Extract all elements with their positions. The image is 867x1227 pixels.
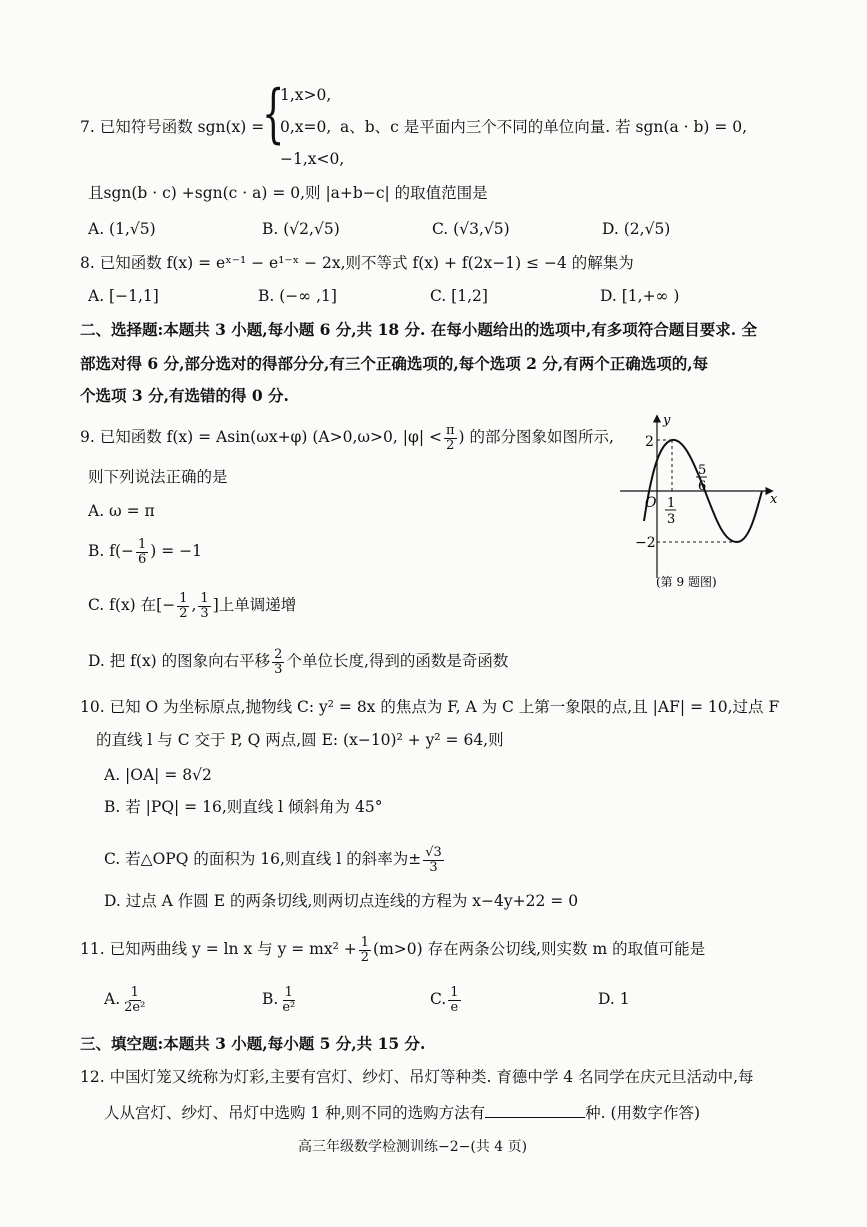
q9-stem: 9. 已知函数 f(x) = Asin(ωx+φ) (A>0,ω>0, |φ| < $\frac{\pi}{2}$ ) 的部分图象如图所示, xyxy=(80,423,614,453)
q11-option-d: D. 1 xyxy=(598,990,630,1008)
q7-option-a: A. (1,√5) xyxy=(88,220,156,238)
q11-option-c: C. $\frac{1}{e}$ xyxy=(430,985,459,1015)
q7-stem-mid: a、b、c 是平面内三个不同的单位向量. 若 sgn(a · b) = 0, xyxy=(340,118,748,136)
q9-option-d: D. 把 f(x) 的图象向右平移 $\frac{2}{3}$ 个单位长度,得到的函数是奇函数 xyxy=(88,647,509,677)
x1-denominator: 3 xyxy=(667,512,676,527)
q9-option-a: A. ω = π xyxy=(88,502,155,520)
q12-stem-line1: 12. 中国灯笼又统称为灯彩,主要有宫灯、纱灯、吊灯等种类. 育德中学 4 名同学在庆元旦活动中,每 xyxy=(80,1068,754,1086)
q7-option-b: B. (√2,√5) xyxy=(262,220,340,238)
graph-caption: (第 9 题图) xyxy=(656,575,717,589)
q10-stem-line1: 10. 已知 O 为坐标原点,抛物线 C: y² = 8x 的焦点为 F, A 为 C 上第一象限的点,且 |AF| = 10,过点 F xyxy=(80,698,780,716)
y-axis-label: y xyxy=(663,413,671,428)
section3-header: 三、填空题:本题共 3 小题,每小题 5 分,共 15 分. xyxy=(80,1034,426,1053)
q12-stem-line2: 人从宫灯、纱灯、吊灯中选购 1 种,则不同的选购方法有 种. (用数字作答) xyxy=(104,1104,701,1122)
q8-stem: 8. 已知函数 f(x) = eˣ⁻¹ − e¹⁻ˣ − 2x,则不等式 f(x) + f(2x−1) ≤ −4 的解集为 xyxy=(80,254,634,272)
q8-option-b: B. (−∞ ,1] xyxy=(258,287,337,305)
q12-answer-blank[interactable] xyxy=(485,1103,585,1118)
x-axis-label: x xyxy=(770,492,778,507)
q7-option-d: D. (2,√5) xyxy=(602,220,671,238)
q8-option-c: C. [1,2] xyxy=(430,287,488,305)
q7-lead: 7. 已知符号函数 sgn(x) = xyxy=(80,118,265,136)
q8-option-a: A. [−1,1] xyxy=(88,287,159,305)
q9-option-c: C. f(x) 在[− $\frac{1}{2}$ , $\frac{1}{3}$ ]上单调递增 xyxy=(88,591,297,621)
q9-sine-graph xyxy=(612,408,787,593)
y-min-label: −2 xyxy=(635,535,656,551)
page-footer: 高三年级数学检测训练−2−(共 4 页) xyxy=(298,1139,528,1155)
q7-stem-line2: 且sgn(b · c) +sgn(c · a) = 0,则 |a+b−c| 的取值范围是 xyxy=(88,184,488,202)
q9-option-b: B. f(− $\frac{1}{6}$ ) = −1 xyxy=(88,537,203,567)
origin-label: O xyxy=(645,495,657,511)
section2-line2: 部选对得 6 分,部分选对的得部分分,有三个正确选项的,每个选项 2 分,有两个正确选项的,每 xyxy=(80,354,709,373)
q10-option-d: D. 过点 A 作圆 E 的两条切线,则两切点连线的方程为 x−4y+22 = 0 xyxy=(104,892,579,910)
q10-option-c: C. 若△OPQ 的面积为 16,则直线 l 的斜率为± $\frac{√3}{3}$ xyxy=(104,845,442,875)
q10-option-b: B. 若 |PQ| = 16,则直线 l 倾斜角为 45° xyxy=(104,798,383,816)
q7-option-c: C. (√3,√5) xyxy=(432,220,510,238)
q10-stem-line2: 的直线 l 与 C 交于 P, Q 两点,圆 E: (x−10)² + y² = 64,则 xyxy=(96,731,504,749)
q11-option-a: A. $\frac{1}{\text{2e²}}$ xyxy=(104,985,146,1015)
q7-case-2: 0,x=0, xyxy=(280,118,332,136)
x2-denominator: 6 xyxy=(698,479,707,494)
y-max-label: 2 xyxy=(645,434,654,450)
q7-case-1: 1,x>0, xyxy=(280,86,332,104)
q9-stem-line2: 则下列说法正确的是 xyxy=(88,468,228,486)
x1-numerator: 1 xyxy=(667,496,676,511)
q10-option-a: A. |OA| = 8√2 xyxy=(104,766,212,784)
q7-case-3: −1,x<0, xyxy=(280,150,345,168)
section2-line3: 个选项 3 分,有选错的得 0 分. xyxy=(80,386,289,405)
q8-option-d: D. [1,+∞ ) xyxy=(600,287,680,305)
x2-numerator: 5 xyxy=(698,463,707,478)
q11-option-b: B. $\frac{1}{\text{e²}}$ xyxy=(262,985,296,1015)
q11-stem: 11. 已知两曲线 y = ln x 与 y = mx² + $\frac{1}{2}$ (m>0) 存在两条公切线,则实数 m 的取值可能是 xyxy=(80,935,706,965)
section2-line1: 二、选择题:本题共 3 小题,每小题 6 分,共 18 分. 在每小题给出的选项中,有多项符合题目要求. 全 xyxy=(80,320,758,339)
q9-phi-bound-fraction: $\frac{\pi}{2}$ xyxy=(445,423,455,453)
q7-cases-brace: { xyxy=(262,77,285,151)
